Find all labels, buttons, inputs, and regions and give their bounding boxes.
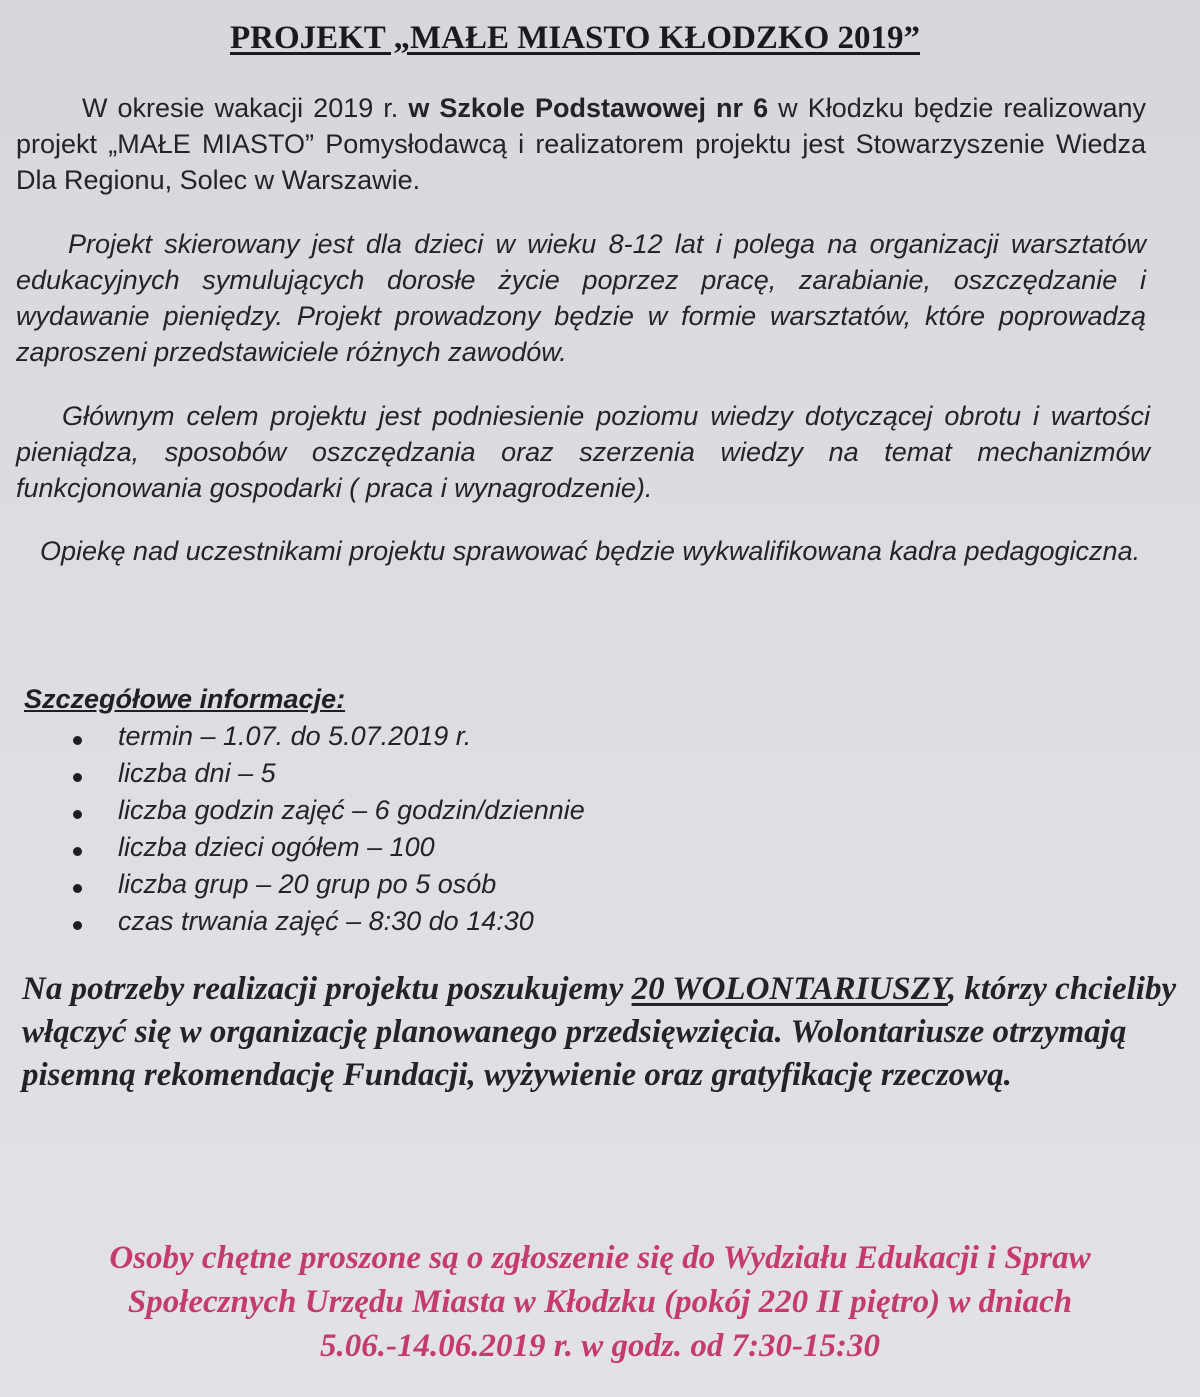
volunteer-text-end: , którzy chcieliby włączyć się w organizację planowanego przedsięwzięcia. Wolontariusze otrzymają pisemną rekomendację Fundacji, wyżywienie oraz gratyfikację rzeczową.: [22, 971, 1177, 1093]
project-description-paragraph: [16, 226, 1146, 370]
volunteer-text-start: Na potrzeby realizacji projektu poszukujemy: [22, 971, 624, 1007]
project-goal-text: Głównym celem projektu jest podniesienie poziomu wiedzy dotyczącej obrotu i wartości pieniądza, sposobów oszczędzania oraz szerzenia wiedzy na temat mechanizmów funkcjonowania gospodarki ( praca i wynagrodzenie).: [16, 401, 1150, 503]
contact-info: [0, 1236, 1200, 1368]
project-goal-paragraph: [16, 398, 1150, 506]
contact-line-2: Społecznych Urzędu Miasta w Kłodzku (pokój 220 II piętro) w dniach: [127, 1284, 1073, 1320]
volunteer-call: [22, 968, 1187, 1097]
details-list: [0, 718, 1000, 940]
details-heading: Szczegółowe informacje:: [24, 684, 346, 714]
list-item: liczba dzieci ogółem – 100: [0, 829, 1000, 866]
volunteer-count: 20 WOLONTARIUSZY: [631, 971, 948, 1007]
project-description-text: Projekt skierowany jest dla dzieci w wieku 8-12 lat i polega na organizacji warsztatów edukacyjnych symulujących dorosłe życie poprzez pracę, zarabianie, oszczędzanie i wydawanie pieniędzy. Projekt prowadzony będzie w formie warsztatów, które poprowadzą zaproszeni przedstawiciele różnych zawodów.: [16, 229, 1146, 367]
school-name: w Szkole Podstawowej nr 6: [408, 93, 769, 123]
list-item: liczba dni – 5: [0, 755, 1000, 792]
care-paragraph: [22, 533, 1150, 569]
list-item: czas trwania zajęć – 8:30 do 14:30: [0, 903, 1000, 940]
intro-paragraph: [16, 90, 1146, 198]
contact-line-3: 5.06.-14.06.2019 r. w godz. od 7:30-15:30: [319, 1328, 881, 1364]
list-item: liczba grup – 20 grup po 5 osób: [0, 866, 1000, 903]
document-title: PROJEKT „MAŁE MIASTO KŁODZKO 2019”: [229, 20, 921, 56]
care-text: Opiekę nad uczestnikami projektu sprawować będzie wykwalifikowana kadra pedagogiczna.: [40, 536, 1141, 566]
intro-text-start: W okresie wakacji 2019 r.: [82, 93, 399, 123]
intro-text-end: w Kłodzku będzie realizowany projekt „MAŁE MIASTO” Pomysłodawcą i realizatorem projektu jest Stowarzyszenie Wiedza Dla Regionu, Solec w Warszawie.: [16, 93, 1146, 195]
list-item: termin – 1.07. do 5.07.2019 r.: [0, 718, 1000, 755]
contact-line-1: Osoby chętne proszone są o zgłoszenie się do Wydziału Edukacji i Spraw: [109, 1240, 1091, 1276]
list-item: liczba godzin zajęć – 6 godzin/dziennie: [0, 792, 1000, 829]
